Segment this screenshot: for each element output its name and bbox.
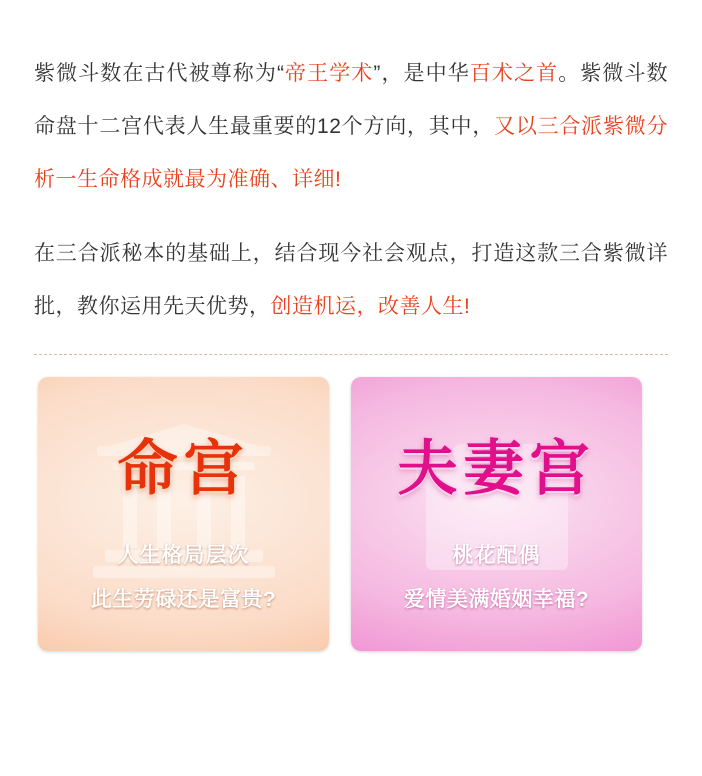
- intro-p1-seg1: 紫微斗数在古代被尊称为“: [34, 62, 285, 85]
- intro-p1-highlight-3: 又以三合派紫微分析一生命格成就最为准确、详细!: [34, 115, 669, 191]
- intro-p2-seg1: 在三合派秘本的基础上，结合现今社会观点，打造这款三合紫微详批，教你运用先天优势，: [34, 242, 668, 318]
- palace-card-list: [34, 377, 668, 651]
- palace-card-title: 命宫: [117, 434, 250, 504]
- palace-card-subtitle-2: 爱情美满婚姻幸福?: [403, 588, 590, 611]
- intro-p2-highlight-1: 创造机运，改善人生!: [270, 295, 471, 318]
- palace-card-fu-qi-gong[interactable]: [351, 377, 642, 651]
- palace-card-title: 夫妻宫: [397, 434, 596, 504]
- intro-p1-highlight-2: 百术之首: [469, 62, 559, 85]
- intro-p1-seg3: ”，是中华: [373, 62, 470, 85]
- intro-paragraph-1: [34, 47, 668, 206]
- intro-paragraph-2: [34, 227, 668, 333]
- palace-card-subtitle-2: 此生劳碌还是富贵?: [90, 588, 277, 611]
- intro-p1-seg5: 。紫微斗数命盘十二宫代表人生最重要的12个方向，其中，: [34, 62, 669, 138]
- palace-card-ming-gong[interactable]: [38, 377, 329, 651]
- intro-p1-highlight-1: 帝王学术: [284, 62, 374, 85]
- palace-card-subtitle: 桃花配偶: [452, 544, 541, 567]
- palace-card-subtitle: 人生格局层次: [117, 544, 250, 567]
- section-divider: [34, 354, 668, 355]
- intro-section: [34, 0, 668, 333]
